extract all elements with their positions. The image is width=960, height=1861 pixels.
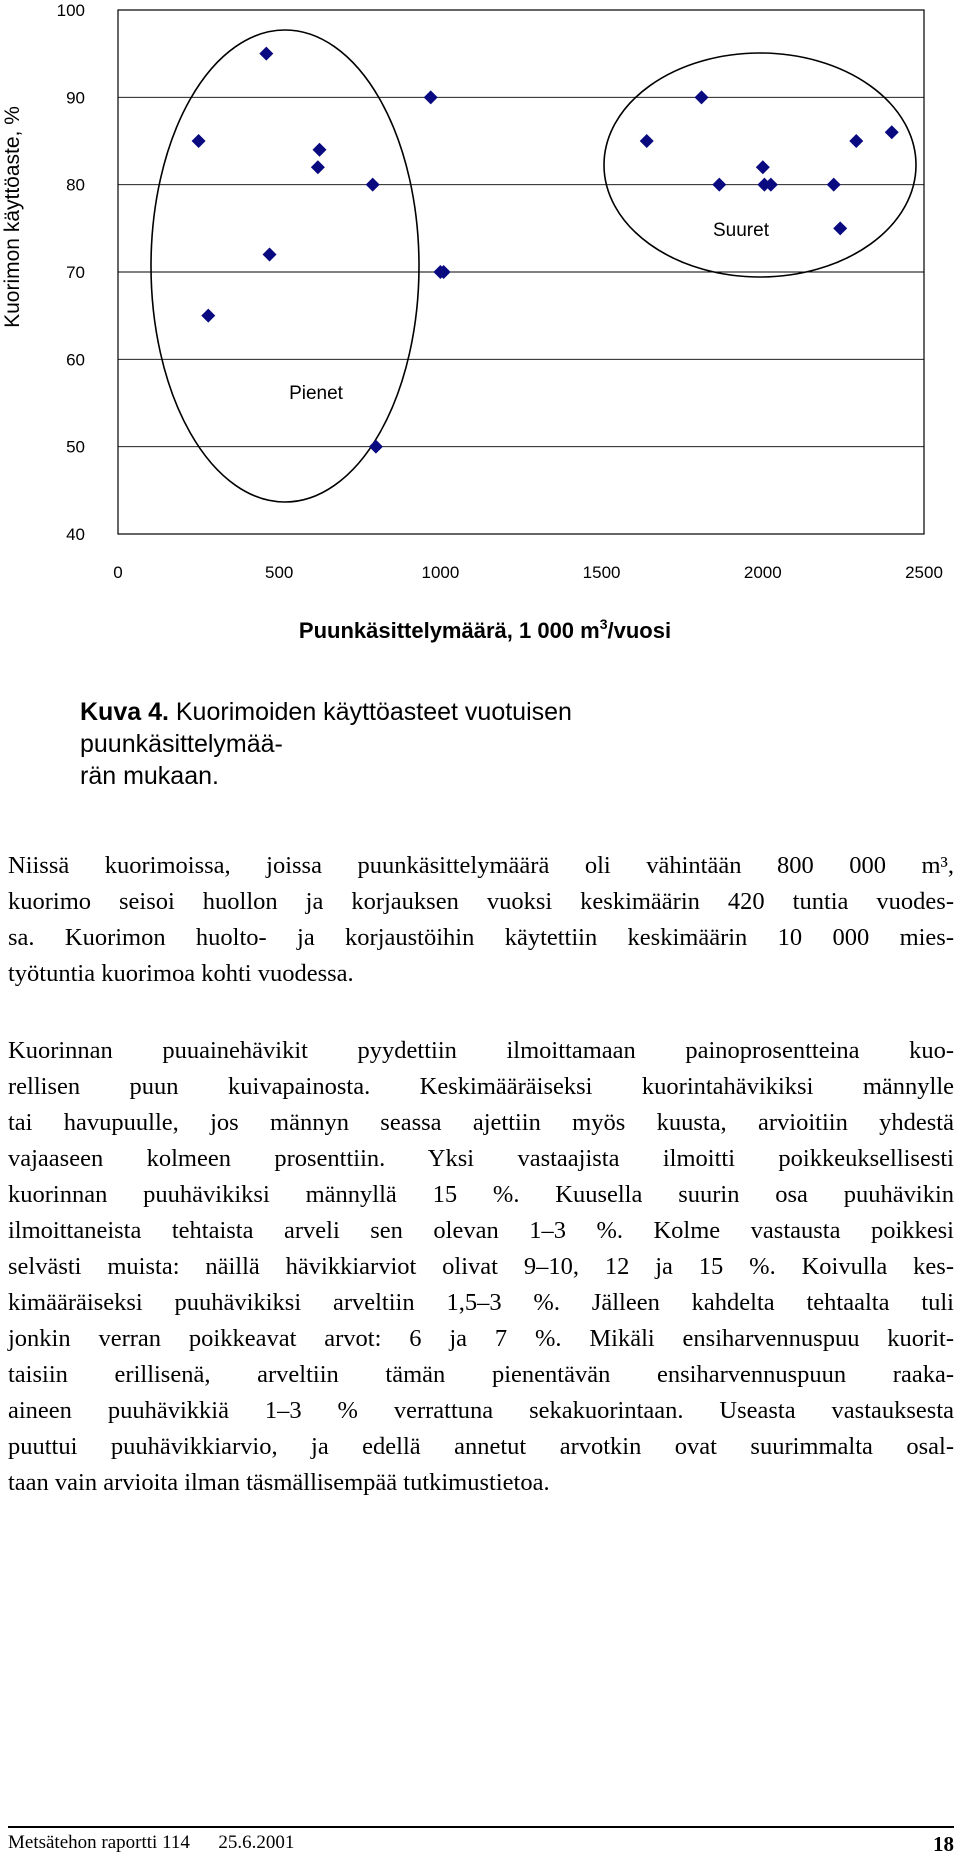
y-tick-label: 40	[66, 525, 85, 544]
x-axis-label-superscript: 3	[599, 616, 608, 632]
paragraph-line: Kuorinnan puuainehävikit pyydettiin ilmoittamaan painoprosentteina kuo-	[8, 1037, 954, 1064]
paragraph-line: taisiin erillisenä, arveltiin tämän pienentävän ensiharvennuspuun raaka-	[8, 1361, 954, 1388]
y-tick-label: 80	[66, 175, 85, 195]
footer-rule	[8, 1826, 954, 1828]
x-tick-label: 1500	[582, 563, 621, 582]
footer-report-info: Metsätehon raportti 114 25.6.2001	[8, 1832, 295, 1853]
scatter-chart	[0, 0, 960, 680]
x-tick-label: 2500	[905, 563, 943, 582]
y-tick-label: 70	[66, 263, 85, 282]
paragraph-line: kuorimo seisoi huollon ja korjauksen vuoksi keskimäärin 420 tuntia vuodes-	[8, 888, 954, 915]
paragraph-line: tai havupuulle, jos männyn seassa ajettiin myös kuusta, arvioitiin yhdestä	[8, 1109, 954, 1136]
x-tick-labels	[113, 563, 943, 582]
paragraph-line: selvästi muista: näillä hävikkiarviot olivat 9–10, 12 ja 15 %. Koivulla kes-	[8, 1253, 954, 1280]
paragraph-line: ilmoittaneista tehtaista arveli sen olevan 1–3 %. Kolme vastausta poikkesi	[8, 1217, 954, 1244]
y-tick-label: 90	[66, 88, 85, 108]
paragraph-line: aineen puuhävikkiä 1–3 % verrattuna sekakuorintaan. Useasta vastauksesta	[8, 1397, 954, 1424]
paragraph-maintenance	[8, 848, 954, 992]
x-axis-label	[299, 616, 671, 643]
annotation-suuret: Suuret	[713, 220, 769, 241]
caption-line-2: rän mukaan.	[80, 762, 219, 790]
y-axis-label: Kuorimon käyttöaste, %	[1, 106, 24, 328]
y-tick-label: 100	[56, 1, 85, 20]
page-number: 18	[933, 1832, 954, 1856]
paragraph-line: puuttui puuhävikkiarvio, ja edellä annetut arvotkin ovat suurimmalta osal-	[8, 1433, 954, 1460]
paragraph-line: työtuntia kuorimoa kohti vuodessa.	[8, 960, 354, 987]
x-tick-label: 1000	[421, 563, 460, 582]
paragraph-line: kimääräiseksi puuhävikiksi arveltiin 1,5–3 %. Jälleen kahdelta tehtaalta tuli	[8, 1289, 954, 1316]
x-tick-label: 500	[265, 563, 294, 582]
paragraph-line: Niissä kuorimoissa, joissa puunkäsittelymäärä oli vähintään 800 000 m³,	[8, 852, 954, 879]
paragraph-line: taan vain arvioita ilman täsmällisempää tutkimustietoa.	[8, 1469, 550, 1496]
x-tick-label: 2000	[743, 563, 782, 582]
y-tick-label: 50	[66, 437, 85, 457]
paragraph-line: rellisen puun kuivapainosta. Keskimääräiseksi kuorintahävikiksi männylle	[8, 1073, 954, 1100]
paragraph-wood-loss	[8, 1033, 954, 1501]
caption-line-1	[80, 696, 720, 760]
paragraph-line: kuorinnan puuhävikiksi männyllä 15 %. Kuusella suurin osa puuhävikin	[8, 1181, 954, 1208]
x-axis-label-tail: /vuosi	[607, 618, 672, 643]
paragraph-line: jonkin verran poikkeavat arvot: 6 ja 7 %. Mikäli ensiharvennuspuu kuorit-	[8, 1325, 954, 1352]
annotation-pienet: Pienet	[289, 383, 343, 404]
figure-caption	[80, 696, 720, 792]
y-tick-labels	[57, 1, 85, 544]
paragraph-line: vajaaseen kolmeen prosenttiin. Yksi vastaajista ilmoitti poikkeuksellisesti	[8, 1145, 954, 1172]
caption-label: Kuva 4.	[80, 698, 169, 726]
x-tick-label: 0	[113, 563, 123, 582]
x-axis-label-main: Puunkäsittelymäärä, 1 000 m	[298, 618, 600, 643]
caption-text: Kuorimoiden käyttöasteet vuotuisen puunkäsittelymää-	[80, 698, 572, 758]
paragraph-line: sa. Kuorimon huolto- ja korjaustöihin käytettiin keskimäärin 10 000 mies-	[8, 924, 954, 951]
y-tick-label: 60	[66, 350, 85, 370]
